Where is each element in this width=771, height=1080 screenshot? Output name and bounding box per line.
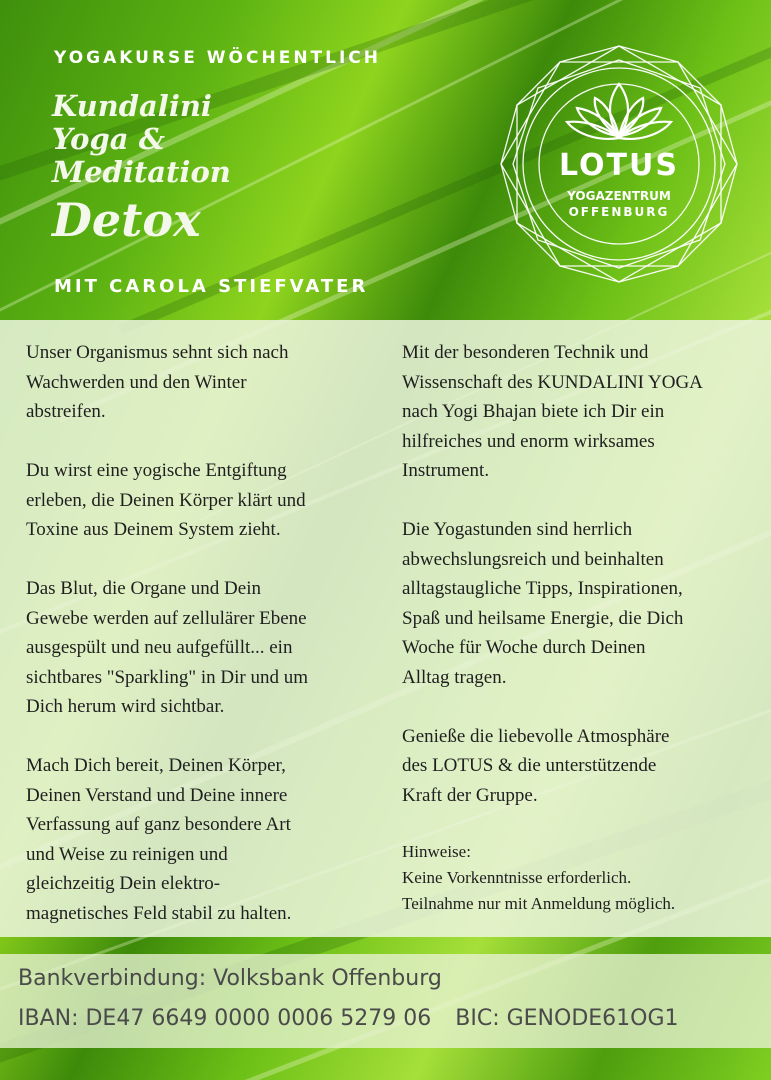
notes-line: Keine Vorkenntnisse erforderlich. bbox=[402, 868, 632, 887]
right-column bbox=[402, 338, 767, 840]
paragraph: Genieße die liebevolle Atmosphäre des LOTUS & die unterstützende Kraft der Gruppe. bbox=[402, 725, 670, 806]
iban: IBAN: DE47 6649 0000 0006 5279 06 bbox=[18, 1006, 432, 1031]
paragraph: Die Yogastunden sind herrlich abwechslungsreich und beinhalten alltagstaugliche Tipps, Inspirationen, Spaß und heilsame Energie, die Dich Woche für Woche durch Deinen Alltag tragen. bbox=[402, 519, 684, 688]
notes-line: Teilnahme nur mit Anmeldung möglich. bbox=[402, 894, 676, 913]
title-line: Kundalini bbox=[52, 89, 212, 123]
lotus-logo bbox=[495, 40, 743, 288]
paragraph: Du wirst eine yogische Entgiftung erleben, die Deinen Körper klärt und Toxine aus Deinem System zieht. bbox=[26, 460, 306, 540]
course-title bbox=[52, 90, 231, 189]
bic: BIC: GENODE61OG1 bbox=[455, 1006, 679, 1031]
notes bbox=[402, 839, 675, 917]
bank-name: Bankverbindung: Volksbank Offenburg bbox=[18, 966, 442, 991]
paragraph: Mach Dich bereit, Deinen Körper, Deinen Verstand und Deine innere Verfassung auf ganz besondere Art und Weise zu reinigen und gleichzeitig Dein elektro- magnetisches Feld stabil zu halten. bbox=[26, 755, 292, 924]
paragraph: Mit der besonderen Technik und Wissenschaft des KUNDALINI YOGA nach Yogi Bhajan biete ich Dir ein hilfreiches und enorm wirksames Instrument. bbox=[402, 342, 703, 481]
bank-account bbox=[18, 1006, 679, 1031]
logo-city: OFFENBURG bbox=[568, 205, 670, 219]
course-kicker: YOGAKURSE WÖCHENTLICH bbox=[54, 48, 382, 68]
paragraph: Unser Organismus sehnt sich nach Wachwerden und den Winter abstreifen. bbox=[26, 342, 289, 422]
logo-name: LOTUS bbox=[559, 148, 679, 183]
title-line: Yoga & bbox=[52, 122, 165, 156]
logo-subtitle: YOGAZENTRUM bbox=[567, 189, 671, 203]
teacher-name: MIT CAROLA STIEFVATER bbox=[54, 276, 369, 297]
course-subtitle: Detox bbox=[52, 193, 201, 247]
notes-heading: Hinweise: bbox=[402, 842, 471, 861]
paragraph: Das Blut, die Organe und Dein Gewebe werden auf zellulärer Ebene ausgespült und neu aufgefüllt... ein sichtbares "Sparkling" in Dir und um Dich herum wird sichtbar. bbox=[26, 578, 309, 717]
left-column bbox=[26, 338, 396, 958]
header bbox=[0, 0, 771, 320]
title-line: Meditation bbox=[52, 155, 231, 189]
